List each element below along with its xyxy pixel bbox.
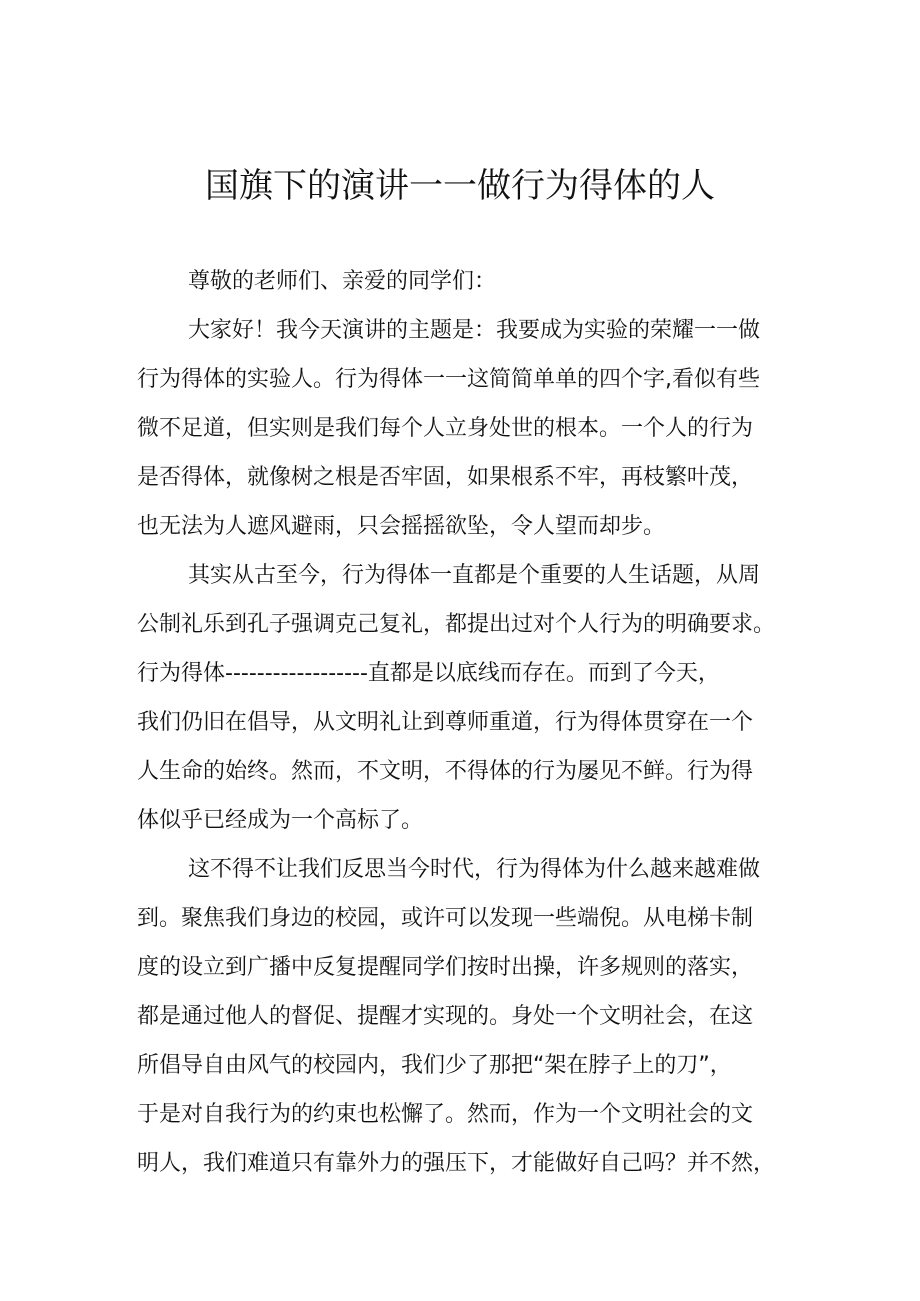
paragraph-line: 我们仍旧在倡导，从文明礼让到尊师重道，行为得体贯穿在一个 [137,710,754,735]
paragraph-line: 度的设立到广播中反复提醒同学们按时出操，许多规则的落实， [137,955,754,980]
paragraph-line: 到。聚焦我们身边的校园，或许可以发现一些端倪。从电梯卡制 [137,906,754,931]
paragraph-line: 其实从古至今，行为得体一直都是个重要的人生话题，从周 [188,563,761,588]
salutation-line: 尊敬的老师们、亲爱的同学们： [188,269,497,294]
paragraph-line: 这不得不让我们反思当今时代，行为得体为什么越来越难做 [188,857,761,882]
paragraph-line: 是否得体，就像树之根是否牢固，如果根系不牢，再枝繁叶茂， [137,465,754,490]
paragraph-line: 也无法为人遮风避雨，只会摇摇欲坠，令人望而却步。 [137,514,666,539]
paragraph-line: 行为得体------------------直都是以底线而存在。而到了今天， [137,661,720,686]
paragraph-line: 公制礼乐到孔子强调克己复礼，都提出过对个人行为的明确要求。 [137,612,776,637]
paragraph-line: 明人，我们难道只有靠外力的强压下，才能做好自己吗？并不然， [137,1151,776,1176]
paragraph-line: 大家好！我今天演讲的主题是：我要成为实验的荣耀一一做 [188,318,761,343]
paragraph-line: 所倡导自由风气的校园内，我们少了那把“架在脖子上的刀”， [137,1053,732,1078]
paragraph-line: 行为得体的实验人。行为得体一一这简简单单的四个字,看似有些 [137,367,760,392]
paragraph-line: 微不足道，但实则是我们每个人立身处世的根本。一个人的行为 [137,416,754,441]
paragraph-line: 人生命的始终。然而，不文明，不得体的行为屡见不鲜。行为得 [137,759,754,784]
paragraph-line: 于是对自我行为的约束也松懈了。然而，作为一个文明社会的文 [137,1102,754,1127]
paragraph-line: 都是通过他人的督促、提醒才实现的。身处一个文明社会，在这 [137,1004,754,1029]
page-title: 国旗下的演讲一一做行为得体的人 [205,166,715,206]
paragraph-line: 体似乎已经成为一个高标了。 [137,808,424,833]
